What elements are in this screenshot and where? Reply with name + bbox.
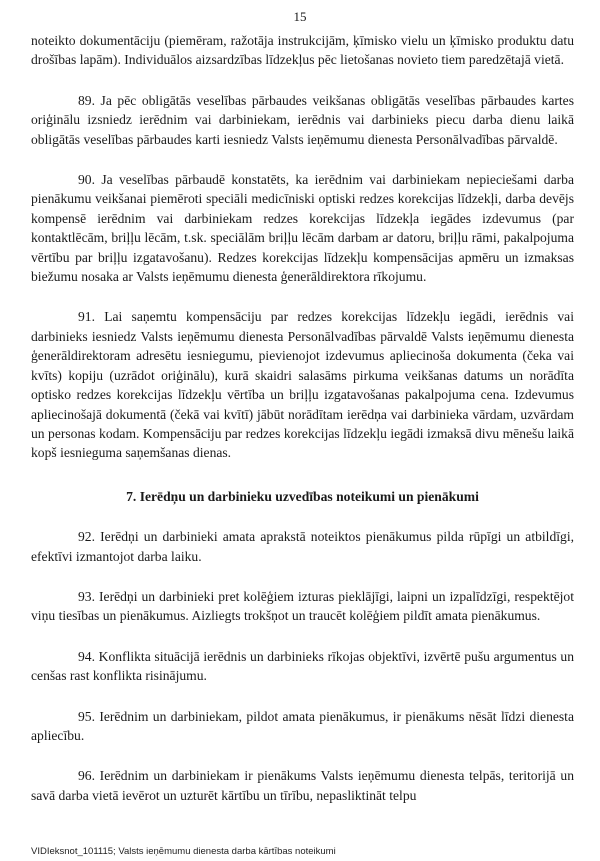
paragraph-91: 91. Lai saņemtu kompensāciju par redzes korekcijas līdzekļu iegādi, ierēdnis vai darbinieks iesniedz Valsts ieņēmumu dienesta Personālvadības pārvaldē Valsts ieņēmumu dienesta ģenerāldirektoram adresētu iesniegumu, pievienojot izdevumus apliecinoša dokumenta (čeka vai kvīts) kopiju (uzrādot oriģinālu), kurā skaidri salasāms pirkuma veikšanas datums un norādīta optisko redzes korekcijas līdzekļu vērtība un briļļu izgatavošanas pakalpojuma cena. Izdevumus apliecinošajā dokumentā (čekā vai kvītī) jābūt norādītam ierēdņa vai darbinieka vārdam, uzvārdam un personas kodam. Kompensāciju par redzes korekcijas līdzekļu iegādi izmaksā divu mēnešu laikā kopš iesnieguma saņemšanas dienas. — [31, 309, 574, 461]
paragraph-92: 92. Ierēdņi un darbinieki amata aprakstā noteiktos pienākumus pilda rūpīgi un atbildīgi, efektīvi izmantojot darba laiku. — [31, 529, 574, 564]
page-number: 15 — [293, 9, 307, 24]
document-footer: VIDIeksnot_101115; Valsts ieņēmumu dienesta darba kārtības noteikumi — [31, 846, 342, 858]
paragraph-93: 93. Ierēdņi un darbinieki pret kolēģiem izturas pieklājīgi, laipni un izpalīdzīgi, respektējot viņu tiesības un pienākumus. Aizliegts trokšņot un traucēt kolēģiem pildīt amata pienākumus. — [31, 588, 574, 624]
paragraph-88-continuation: noteikto dokumentāciju (piemēram, ražotāja instrukcijām, ķīmisko vielu un ķīmisko produktu datu drošības lapām). Individuālos aizsardzības līdzekļus pēc lietošanas novieto tiem paredzētajā vietā. — [31, 33, 574, 68]
paragraph-90: 90. Ja veselības pārbaudē konstatēts, ka ierēdnim vai darbiniekam nepieciešami darba pienākumu veikšanai piemēroti speciāli medicīniski optiski redzes korekcijas līdzekļi, darba devējs kompensē ierēdnim vai darbiniekam redzes korekcijas līdzekļa iegādes izdevumus (par kontaktlēcām, briļļu lēcām, t.sk. speciālām briļļu lēcām darbam ar datoru, briļļu rāmi, pakalpojuma vērtību par briļļu izgatavošanu). Redzes korekcijas līdzekļu kompensācijas apmēru un izmaksas biežumu nosaka ar Valsts ieņēmumu dienesta ģenerāldirektora rīkojumu. — [31, 172, 574, 285]
document-body — [31, 31, 574, 805]
section-heading: 7. Ierēdņu un darbinieku uzvedības noteikumi un pienākumi — [126, 488, 479, 504]
paragraph-94: 94. Konflikta situācijā ierēdnis un darbinieks rīkojas objektīvi, izvērtē pušu argumentus un cenšas rast konflikta risinājumu. — [31, 648, 574, 684]
paragraph-95: 95. Ierēdnim un darbiniekam, pildot amata pienākumus, ir pienākums nēsāt līdzi dienesta apliecību. — [31, 708, 574, 743]
paragraph-89: 89. Ja pēc obligātās veselības pārbaudes veikšanas obligātās veselības pārbaudes kartes oriģinālu izsniedz ierēdnim vai darbiniekam, ierēdnis vai darbinieks piecu darba dienu laikā obligātās veselības pārbaudes karti iesniedz Valsts ieņēmumu dienesta Personālvadības pārvaldē. — [31, 92, 574, 147]
paragraph-96: 96. Ierēdnim un darbiniekam ir pienākums Valsts ieņēmumu dienesta telpās, teritorijā un savā darba vietā ievērot un uzturēt kārtību un tīrību, nepasliktināt telpu — [31, 768, 574, 803]
